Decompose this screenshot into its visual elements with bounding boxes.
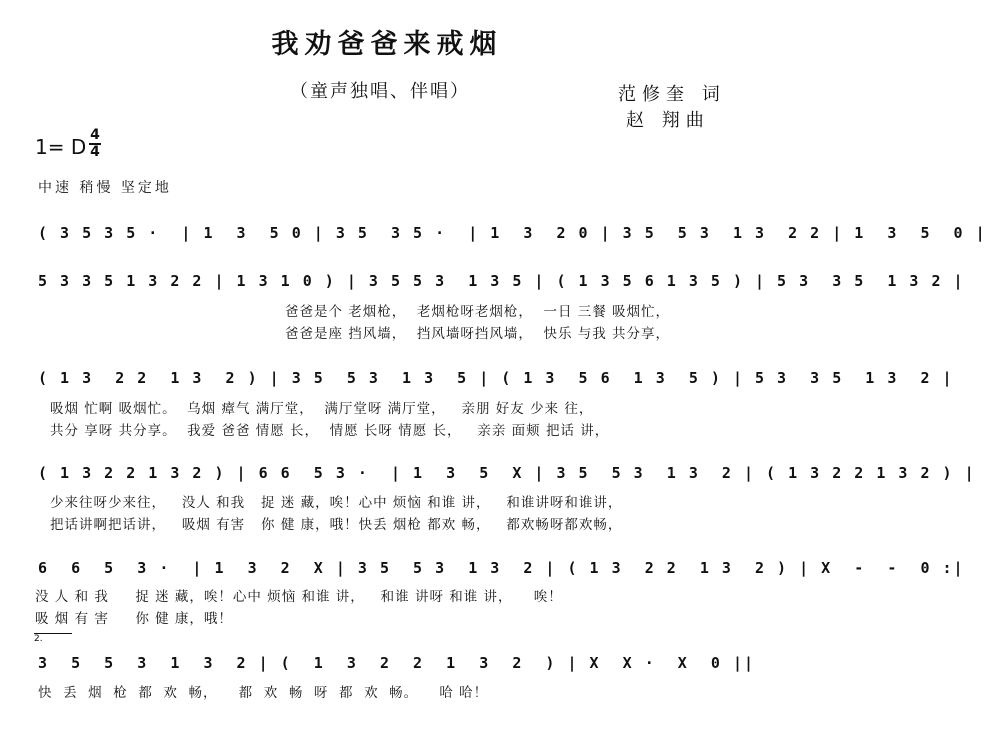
lyric-line: 没 人 和 我 捉 迷 藏，唉！心中 烦恼 和谁 讲， 和谁 讲呀 和谁 讲， 唉！	[35, 589, 563, 605]
time-signature	[89, 128, 101, 160]
tempo-marking: 中速 稍慢 坚定地	[38, 180, 172, 196]
lyric-line: 把话讲啊把话讲， 吸烟 有害 你 健 康，哦！快丢 烟枪 都欢 畅， 都欢畅呀都欢畅，	[50, 517, 623, 533]
notation-line: ( 3 5 3 5 · | 1 3 5 0 | 3 5 3 5 · | 1 3 2 0 | 3 5 5 3 1 3 2 2 | 1 3 5 0 |	[38, 224, 987, 242]
notation-line: ( 1 3 2 2 1 3 2 ) | 3 5 5 3 1 3 5 | ( 1 3 5 6 1 3 5 ) | 5 3 3 5 1 3 2 |	[38, 369, 954, 387]
lyric-line: 快 丢 烟 枪 都 欢 畅， 都 欢 畅 呀 都 欢 畅。 哈 哈！	[38, 685, 489, 701]
notation-line: ( 1 3 2 2 1 3 2 ) | 6 6 5 3 · | 1 3 5 X | 3 5 5 3 1 3 2 | ( 1 3 2 2 1 3 2 ) |	[38, 464, 976, 482]
lyric-line: 吸烟 忙啊 吸烟忙。 乌烟 瘴气 满厅堂， 满厅堂呀 满厅堂， 亲朋 好友 少来 往，	[50, 401, 594, 417]
lyric-line: 吸 烟 有 害 你 健 康，哦！	[35, 611, 233, 627]
lyric-line: 爸爸是个 老烟枪， 老烟枪呀老烟枪， 一日 三餐 吸烟忙，	[285, 304, 671, 320]
lyric-line: 共分 享呀 共分享。 我爱 爸爸 情愿 长， 情愿 长呀 情愿 长， 亲亲 面颊 把话 讲，	[50, 423, 610, 439]
song-title: 我劝爸爸来戒烟	[271, 29, 503, 60]
lyricist-credit: 范修奎 词	[618, 84, 726, 105]
notation-line: 3 5 5 3 1 3 2 | ( 1 3 2 2 1 3 2 ) | X X · X 0 ||	[38, 654, 755, 672]
ending-mark: 2.	[34, 634, 43, 644]
key-signature: 1= D	[35, 135, 87, 159]
ending-bracket	[34, 633, 72, 634]
notation-line: 6 6 5 3 · | 1 3 2 X | 3 5 5 3 1 3 2 | ( 1 3 2 2 1 3 2 ) | X - - 0 :|	[38, 559, 965, 577]
song-subtitle: （童声独唱、伴唱）	[290, 81, 470, 102]
lyric-line: 爸爸是座 挡风墙， 挡风墙呀挡风墙， 快乐 与我 共分享，	[285, 326, 671, 342]
lyric-line: 少来往呀少来往， 没人 和我 捉 迷 藏，唉！心中 烦恼 和谁 讲， 和谁讲呀和谁讲，	[50, 495, 623, 511]
time-signature-top: 4	[90, 127, 100, 143]
notation-line: 5 3 3 5 1 3 2 2 | 1 3 1 0 ) | 3 5 5 3 1 3 5 | ( 1 3 5 6 1 3 5 ) | 5 3 3 5 1 3 2 |	[38, 272, 965, 290]
composer-credit: 赵 翔曲	[626, 110, 710, 131]
time-signature-bottom: 4	[90, 144, 100, 160]
